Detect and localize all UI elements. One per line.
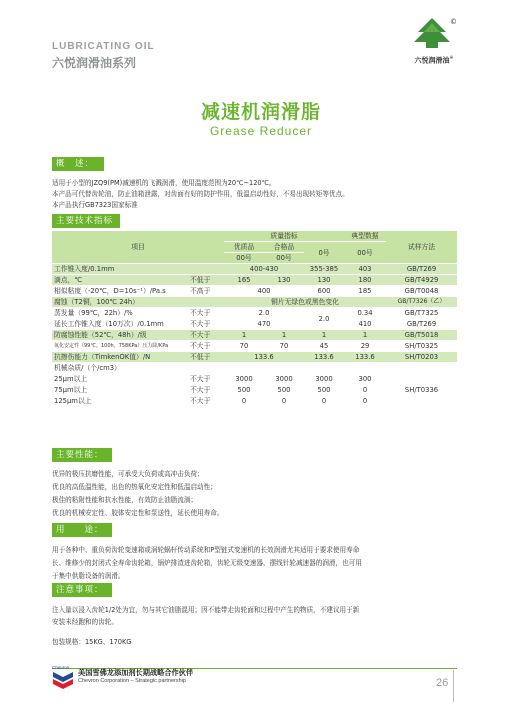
row-method: SH/T0325: [386, 341, 457, 352]
section-label-notice: 注意事项：: [52, 583, 112, 597]
header-qualified: 合格品: [264, 242, 304, 253]
row-value: 165: [224, 275, 264, 286]
tree-logo-icon: [404, 16, 460, 50]
row-typical: 29: [344, 341, 386, 352]
row-value: 400: [224, 286, 304, 297]
row-value: 133.6: [304, 352, 344, 363]
header-quality: 质量指标: [224, 231, 344, 242]
header-typical-grade: 00号: [344, 242, 386, 264]
row-typical: 300: [344, 374, 386, 385]
svg-text:©: ©: [450, 18, 457, 26]
row-method: GB/T5018: [386, 330, 457, 341]
row-value: 70: [264, 341, 304, 352]
row-item: 防腐蚀性能（52℃，48h）/级: [52, 330, 188, 341]
table-row: [52, 374, 457, 385]
row-cond: 不大于: [188, 319, 224, 330]
page-number: 26: [436, 677, 449, 689]
page-title: 减速机润滑脂: [200, 101, 321, 123]
row-cond: 不大于: [188, 330, 224, 341]
row-value: 0: [264, 396, 304, 407]
row-cond: 不大于: [188, 308, 224, 319]
page-number-divider: [453, 670, 454, 702]
table-row: [52, 297, 457, 308]
row-method: GB/T269: [386, 319, 457, 330]
usage-line-1: 用于各种中、重负荷齿轮变速箱或涡轮蜗杆传动系统和P型链式变速机的长效润滑尤其适用于要求使用寿命: [52, 546, 360, 554]
row-method: SH/T0203: [386, 352, 457, 363]
row-cond: 不低于: [188, 275, 224, 286]
table-row: [52, 264, 457, 275]
header-premium: 优质品: [224, 242, 264, 253]
row-item: 蒸发量（99℃，22h）/%: [52, 308, 188, 319]
table-row: [52, 352, 457, 363]
row-item: 相似粘度（-20℃，D=10s⁻¹）/Pa.s: [52, 286, 188, 297]
table-row: [52, 330, 457, 341]
row-method: GB/T7325: [386, 308, 457, 319]
row-value: 130: [304, 275, 344, 286]
row-typical: 410: [344, 319, 386, 330]
header-grade-0: 0号: [304, 242, 344, 264]
row-cond: [188, 264, 224, 275]
row-item: 腐蚀（T2铜，100℃ 24h）: [52, 297, 188, 308]
performance-line-3: 极佳的粘附性能和抗水性能，有效防止油脂流淌；: [52, 496, 198, 504]
row-cond: 不大于: [188, 374, 224, 385]
header-item: 项目: [52, 231, 224, 264]
row-cond: 不大于: [188, 341, 224, 352]
row-method: GB/T4929: [386, 275, 457, 286]
table-row: [52, 319, 457, 330]
header-method: 试样方法: [386, 231, 457, 264]
row-method: GB/T7326（乙）: [386, 297, 457, 308]
usage-line-3: 于集中供脂设备的润滑。: [52, 572, 125, 580]
row-value: 1: [304, 330, 344, 341]
row-value: 3000: [304, 374, 344, 385]
usage-line-2: 长、维修少的封闭式全寿命齿轮箱，锅炉排渣进齿轮箱，齿轮无级变速器，摆线针轮减速器的润滑，也可用: [52, 559, 362, 567]
section-label-tech: 主要技术指标: [52, 214, 120, 228]
header-grade-00b: 00号: [264, 253, 304, 264]
overview-line-1: 适用于小型的JZQ9(PM)减速机的飞溅润滑，使用温度范围为20℃~120℃。: [52, 179, 276, 187]
logo-text: 六悦润滑油®: [414, 55, 454, 65]
row-cond: 不低于: [188, 352, 224, 363]
row-item: 机械杂质/（个/cm3）: [52, 363, 188, 374]
row-item: 滴点，℃: [52, 275, 188, 286]
row-value: 0: [304, 396, 344, 407]
row-item: 工作锥入度/0.1mm: [52, 264, 188, 275]
chevron-logo-icon: [52, 664, 74, 690]
row-item: 75μm以上: [52, 385, 188, 396]
table-header-row: [52, 231, 457, 242]
row-value: 600: [304, 286, 344, 297]
row-cond: 不大于: [188, 396, 224, 407]
table-row: [52, 341, 457, 352]
overview-line-3: 本产品执行GB7323国家标准: [52, 201, 138, 209]
performance-line-1: 优异的极压抗磨性能，可承受大负荷或高冲击负荷；: [52, 470, 204, 478]
header-typical: 典型数据: [344, 231, 386, 242]
row-typical: 185: [344, 286, 386, 297]
row-cond: [188, 297, 224, 308]
svg-text:Chevron: Chevron: [52, 665, 70, 670]
row-value: 500: [264, 385, 304, 396]
row-value: 1: [224, 330, 264, 341]
partner-chinese: 美国雪佛龙添加剂长期战略合作伙伴: [78, 668, 194, 677]
row-typical: 403: [344, 264, 386, 275]
row-typical: 133.6: [344, 352, 386, 363]
row-value: 70: [224, 341, 264, 352]
page-subtitle: Grease Reducer: [209, 124, 313, 138]
row-typical: 0: [344, 385, 386, 396]
table-row: [52, 308, 457, 319]
row-method: GB/T269: [386, 264, 457, 275]
header-grade-00a: 00号: [224, 253, 264, 264]
row-typical: 0: [344, 396, 386, 407]
row-method: GB/T0048: [386, 286, 457, 297]
table-row: [52, 286, 457, 297]
row-value: 铜片无绿色或黑色变化: [224, 297, 386, 308]
row-typical: 180: [344, 275, 386, 286]
row-item: 抗擦伤能力（TimkenOK值）/N: [52, 352, 188, 363]
section-label-overview: 概 述：: [52, 157, 104, 171]
partner-english: Chevron Corporation – Strategic partnership: [78, 678, 186, 684]
brand-english: LUBRICATING OIL: [52, 41, 155, 52]
row-value: 1: [264, 330, 304, 341]
row-cond: [188, 363, 224, 374]
row-value: 130: [264, 275, 304, 286]
row-value: 500: [304, 385, 344, 396]
row-value: 470: [224, 319, 304, 330]
row-value: 2.0: [224, 308, 304, 319]
row-value: 355-385: [304, 264, 344, 275]
row-value: 500: [224, 385, 264, 396]
row-value: 3000: [224, 374, 264, 385]
row-value: 45: [304, 341, 344, 352]
row-value: 3000: [264, 374, 304, 385]
row-method: SH/T0336: [386, 374, 457, 407]
brand-chinese: 六悦润滑油系列: [52, 56, 137, 70]
section-label-performance: 主要性能：: [52, 448, 112, 462]
row-typical: 1: [344, 330, 386, 341]
package-spec: 包装规格：15KG、170KG: [52, 638, 132, 646]
row-value: 2.0: [304, 308, 344, 330]
notice-line-1: 注入量以浸入齿轮1/2处为宜，勿与其它油脂混用；因不能带走齿轮面和过程中产生的物质，不建议用于新: [52, 606, 360, 614]
performance-line-4: 优良的机械安定性、胶体安定性和泵送性，延长使用寿命。: [52, 509, 224, 517]
overview-line-2: 本产品可代替齿轮油，防止油箱泄露，对齿面有好的防护作用，低温启动性好，不易出现转矩等优点。: [52, 190, 349, 198]
row-value: 0: [224, 396, 264, 407]
row-cond: 不大于: [188, 385, 224, 396]
row-value: 400-430: [224, 264, 304, 275]
section-label-usage: 用 途：: [52, 523, 112, 537]
row-item: 延长工作锥入度（10万次）/0.1mm: [52, 319, 188, 330]
table-row: [52, 363, 457, 374]
row-value: 133.6: [224, 352, 304, 363]
row-item: 氧化安定性（99℃，100h，758KPa）压力降/KPa: [52, 341, 188, 352]
row-typical: 0.34: [344, 308, 386, 319]
row-item: 25μm以上: [52, 374, 188, 385]
row-item: 125μm以上: [52, 396, 188, 407]
table-row: [52, 275, 457, 286]
row-cond: 不高于: [188, 286, 224, 297]
performance-line-2: 优良的高低温性能，出色的热氧化安定性和低温启动性；: [52, 483, 217, 491]
spec-table: [52, 230, 457, 406]
notice-line-2: 安装未经跑和的齿轮。: [52, 618, 118, 626]
